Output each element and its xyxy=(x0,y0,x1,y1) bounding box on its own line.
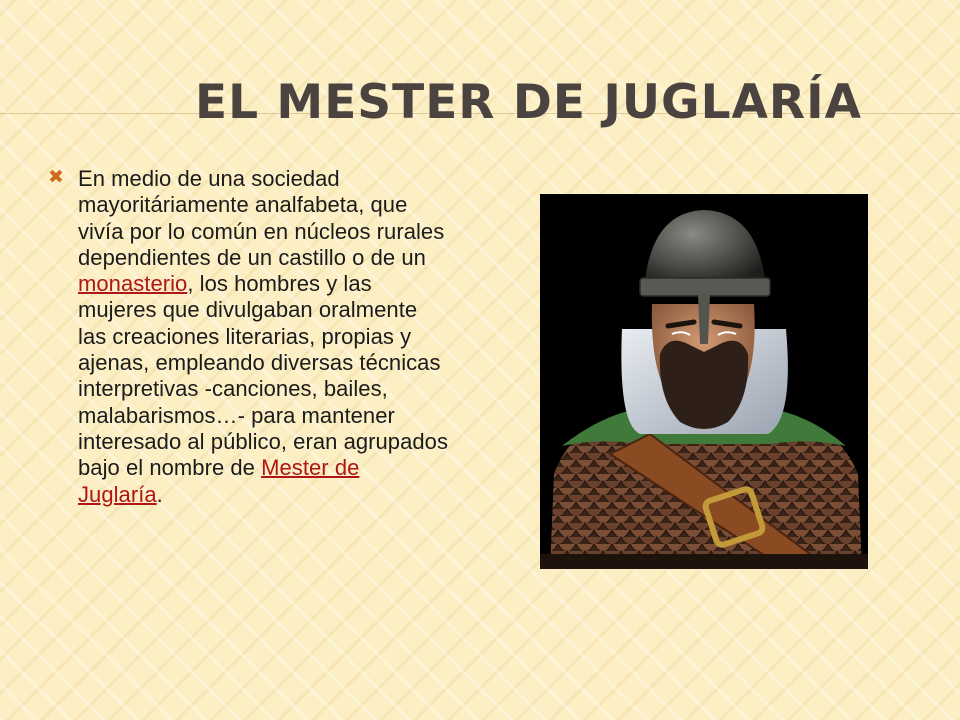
text-segment: , los hombres y las mujeres que divulgaban oralmente las creaciones literarias, propias y ajenas, empleando diversas técnicas interpretivas -canciones, bailes, malabarismos…- para mantener interesado al público, eran agrupados bajo el nombre de xyxy=(78,271,448,481)
list-item xyxy=(48,166,448,508)
warrior-bust-illustration xyxy=(540,194,868,569)
text-segment: En medio de una sociedad mayoritáriamente xyxy=(78,166,340,218)
text-segment: , que vivía por lo común en núcleos rurales dependientes de un xyxy=(78,192,445,270)
text-segment: castillo xyxy=(278,244,347,270)
slide-title: EL MESTER DE JUGLARÍA xyxy=(195,75,862,130)
warrior-bust-image xyxy=(540,194,868,569)
text-segment: . xyxy=(156,481,163,507)
x-bullet-icon: ✖ xyxy=(48,166,64,188)
monasterio-link[interactable]: monasterio xyxy=(78,271,188,297)
bullet-paragraph xyxy=(78,166,448,507)
text-segment: o de un xyxy=(346,244,426,270)
mester-de-juglaria-link[interactable]: Mester de Juglaría xyxy=(78,455,360,507)
bullet-list xyxy=(48,166,448,508)
text-segment: analfabeta xyxy=(254,192,359,218)
